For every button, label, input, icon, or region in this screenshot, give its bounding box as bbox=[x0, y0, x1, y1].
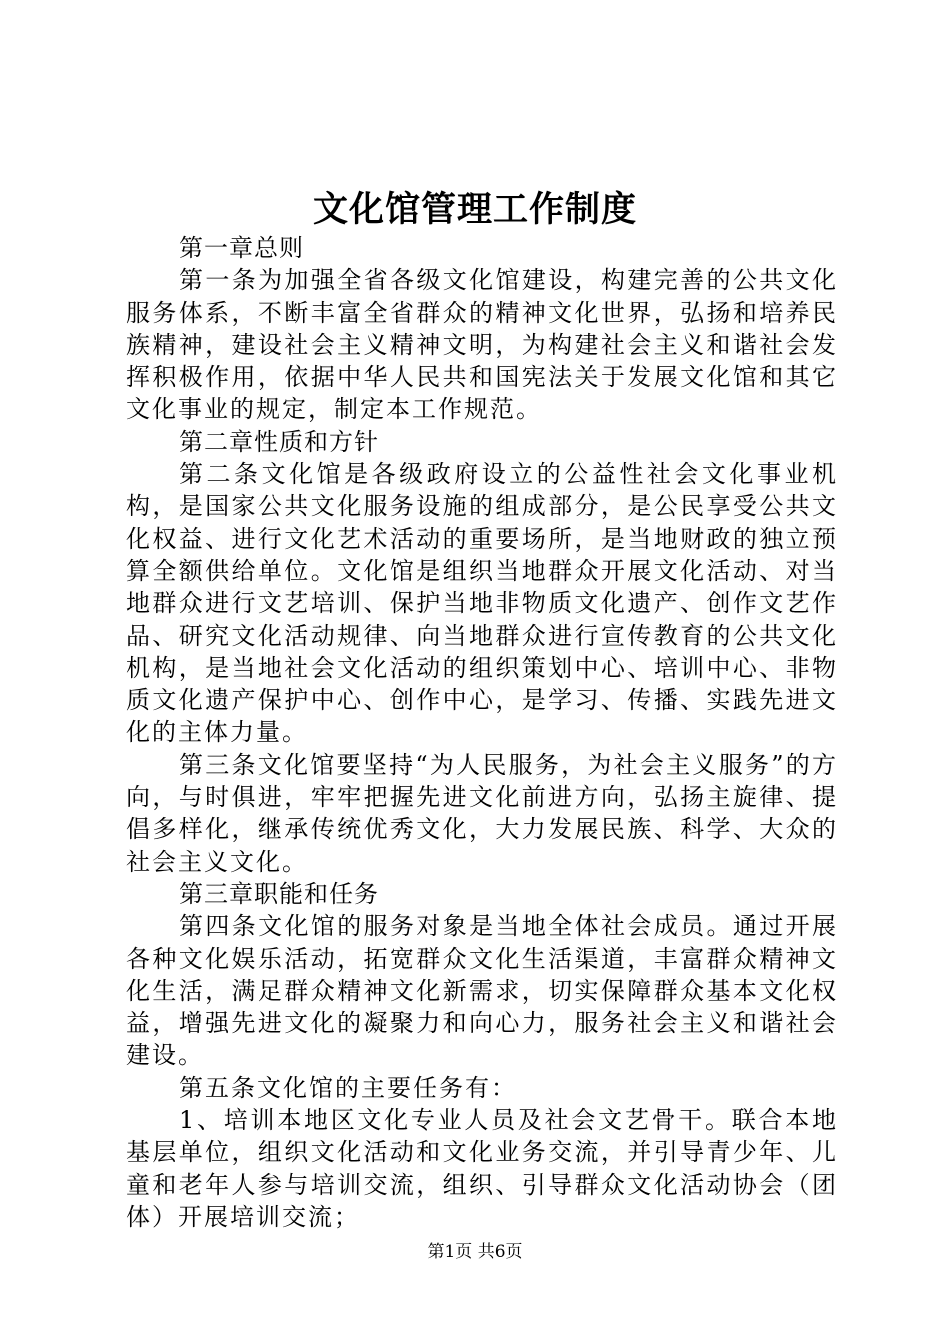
chapter-heading: 第二章性质和方针 bbox=[179, 427, 379, 456]
chapter-heading: 第一章总则 bbox=[179, 234, 304, 262]
article-paragraph: 第三条文化馆要坚持“为人民服务，为社会主义服务”的方向，与时俱进，牢牢把握先进文化前进方向，弘扬主旋律、提倡多样化，继承传统优秀文化，大力发展民族、科学、大众的社会主义文化。 bbox=[126, 750, 838, 876]
article-paragraph: 第二条文化馆是各级政府设立的公益性社会文化事业机构，是国家公共文化服务设施的组成部分，是公民享受公共文化权益、进行文化艺术活动的重要场所，是当地财政的独立预算全额供给单位。文化馆是组织当地群众开展文化活动、对当地群众进行文艺培训、保护当地非物质文化遗产、创作文艺作品、研究文化活动规律、向当地群众进行宣传教育的公共文化机构，是当地社会文化活动的组织策划中心、培训中心、非物质文化遗产保护中心、创作中心，是学习、传播、实践先进文化的主体力量。 bbox=[126, 460, 838, 747]
article-paragraph: 第一条为加强全省各级文化馆建设，构建完善的公共文化服务体系，不断丰富全省群众的精神文化世界，弘扬和培养民族精神，建设社会主义精神文明，为构建社会主义和谐社会发挥积极作用，依据中华人民共和国宪法关于发展文化馆和其它文化事业的规定，制定本工作规范。 bbox=[126, 266, 838, 424]
chapter-heading: 第三章职能和任务 bbox=[179, 879, 379, 908]
article-paragraph: 第四条文化馆的服务对象是当地全体社会成员。通过开展各种文化娱乐活动，拓宽群众文化生活渠道，丰富群众精神文化生活，满足群众精神文化新需求，切实保障群众基本文化权益，增强先进文化的凝聚力和向心力，服务社会主义和谐社会建设。 bbox=[126, 912, 838, 1070]
document-body bbox=[126, 232, 838, 1233]
page-footer: 第1页 共6页 bbox=[427, 1242, 523, 1262]
document-title: 文化馆管理工作制度 bbox=[312, 189, 637, 230]
task-list-item: 1、培训本地区文化专业人员及社会文艺骨干。联合本地基层单位，组织文化活动和文化业务交流，并引导青少年、儿童和老年人参与培训交流，组织、引导群众文化活动协会（团体）开展培训交流； bbox=[126, 1106, 838, 1231]
article-paragraph: 第五条文化馆的主要任务有： bbox=[179, 1073, 517, 1102]
